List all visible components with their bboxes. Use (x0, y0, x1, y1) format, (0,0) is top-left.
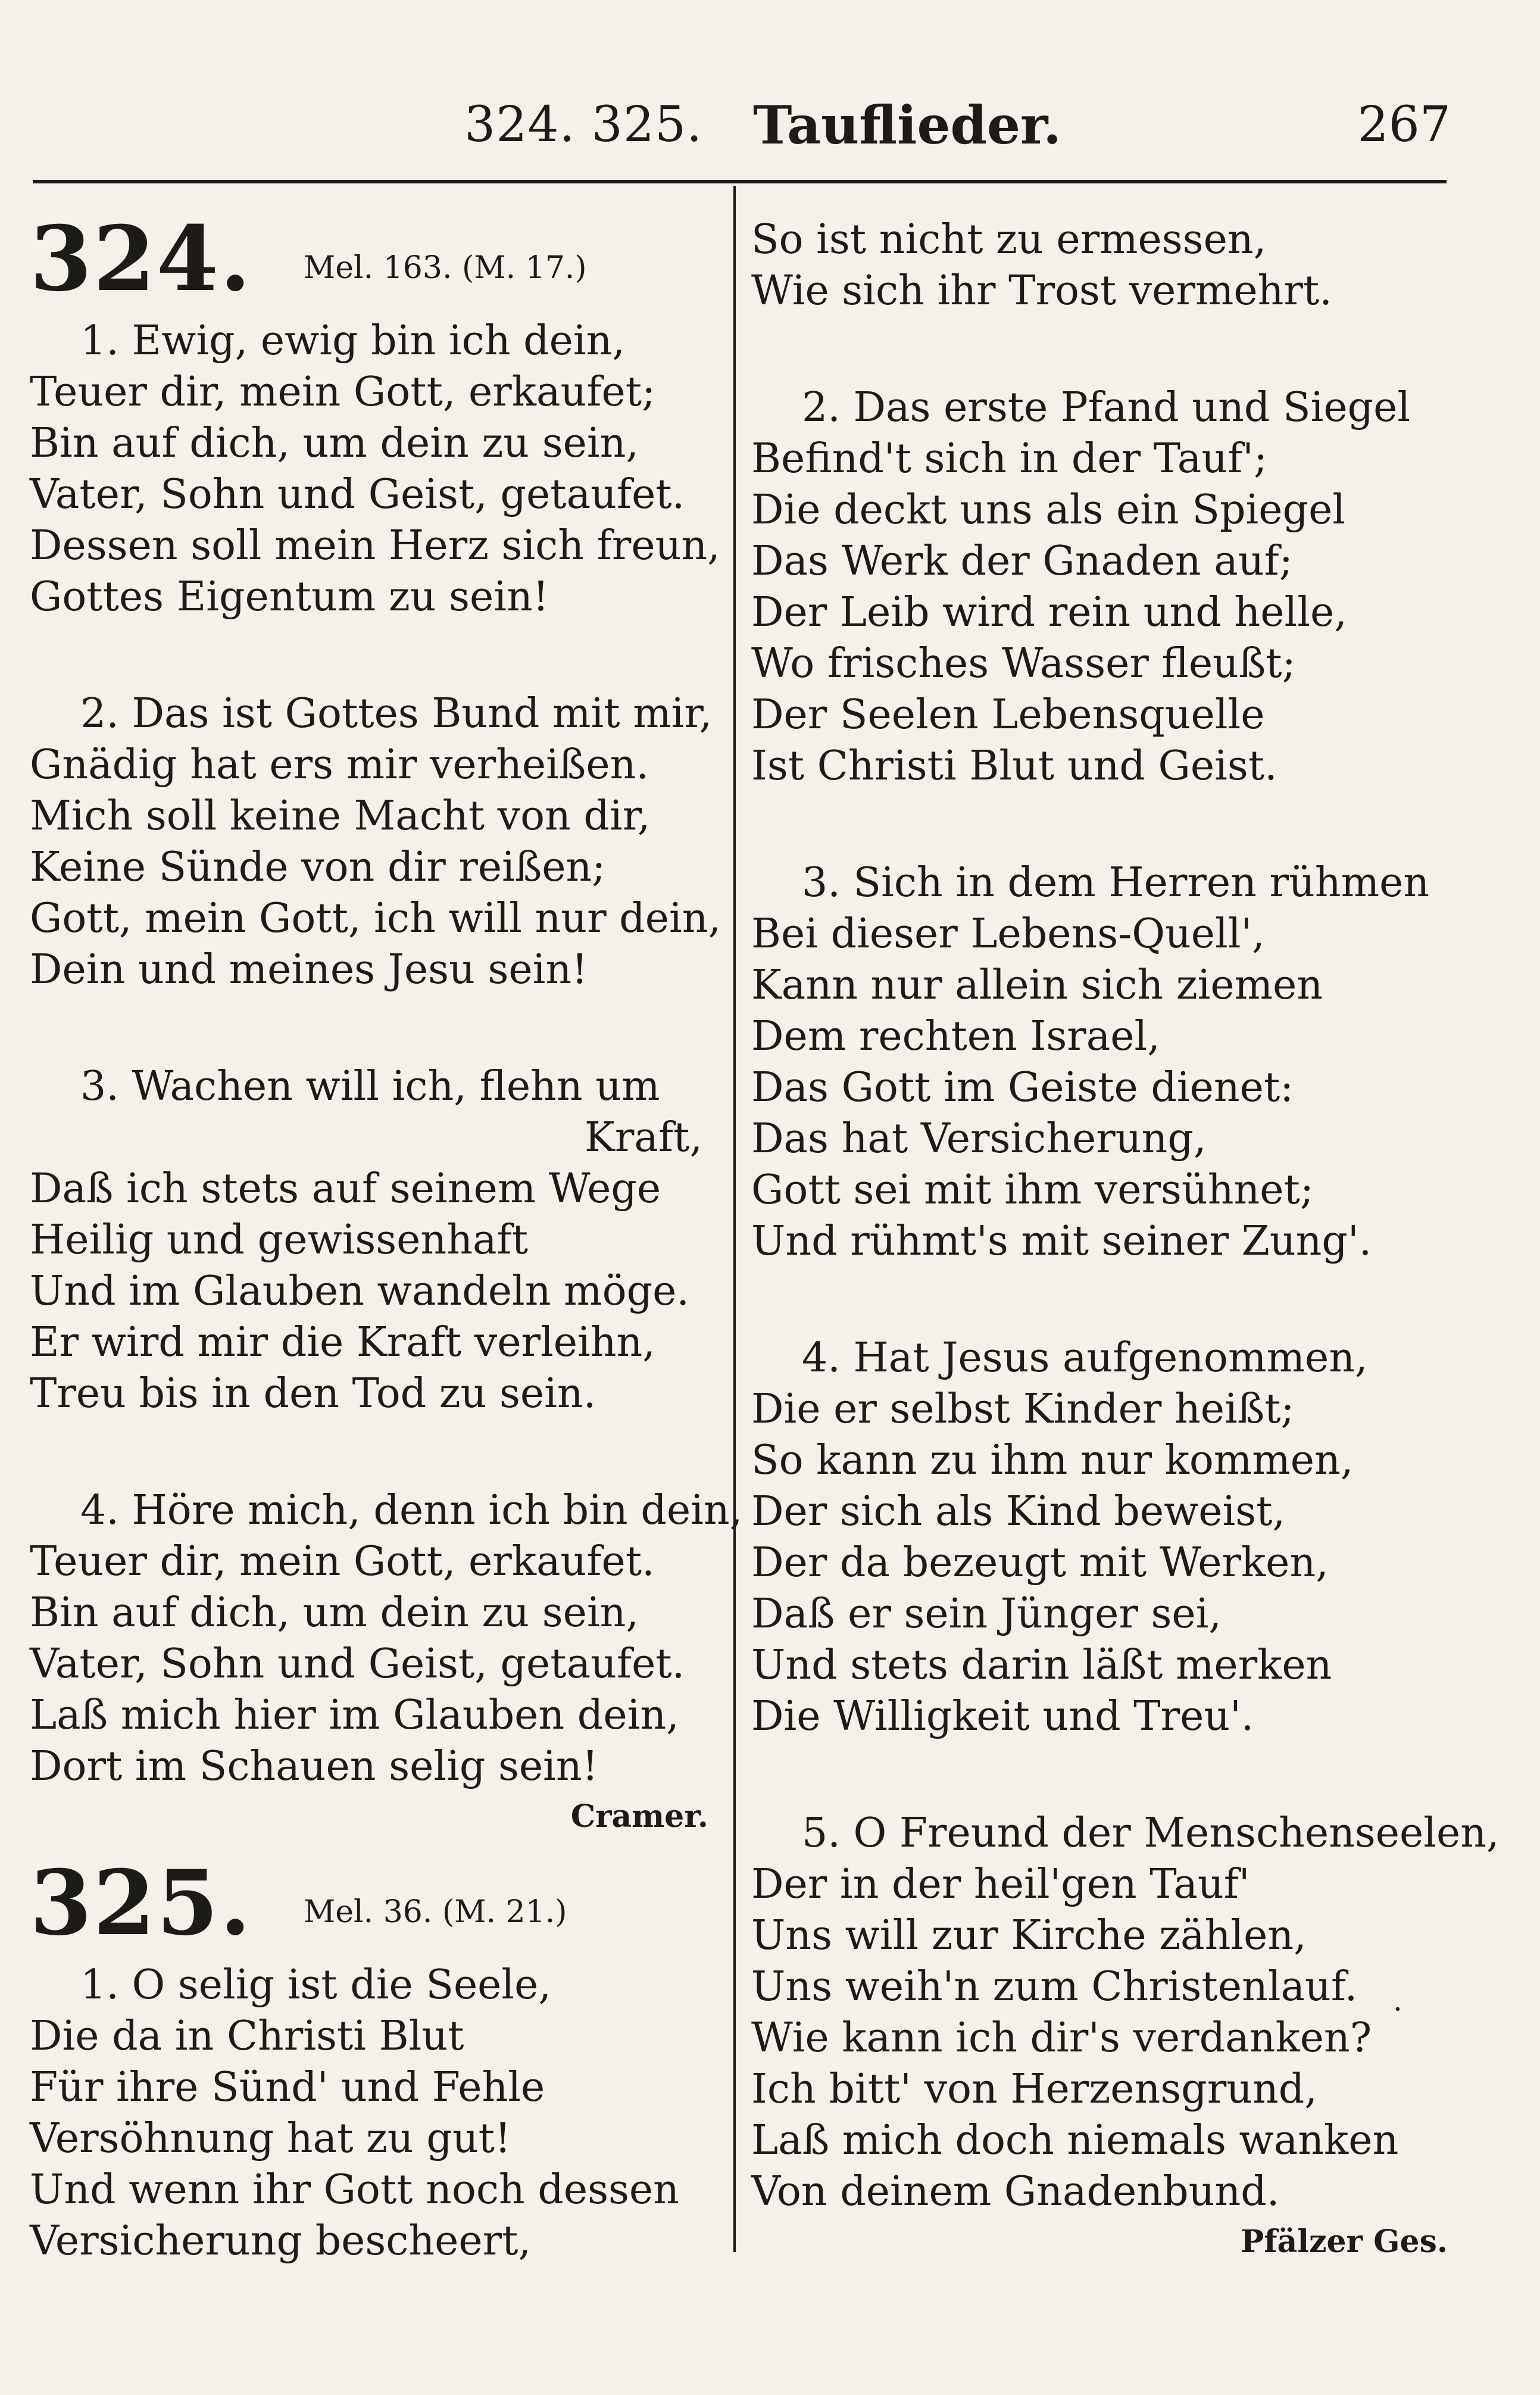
verse-line: Teuer dir, mein Gott, erkaufet. (30, 1538, 655, 1585)
verse-line: Der da bezeugt mit Werken, (751, 1539, 1329, 1586)
verse-line: Das Gott im Geiste dienet: (751, 1064, 1294, 1111)
verse-line: So kann zu ihm nur kommen, (751, 1437, 1354, 1484)
verse-line: Die da in Christi Blut (30, 2013, 464, 2060)
page-header (0, 89, 1540, 155)
verse-line: Befind't sich in der Tauf'; (751, 435, 1267, 482)
verse-line: Gott sei mit ihm versühnet; (751, 1167, 1314, 1214)
verse-line: Und rühmt's mit seiner Zung'. (751, 1218, 1372, 1265)
verse-line: Uns will zur Kirche zählen, (751, 1912, 1307, 1959)
stanza (751, 857, 1460, 1267)
verse-line: Ist Christi Blut und Geist. (751, 743, 1277, 790)
verse-line: Der Seelen Lebensquelle (751, 691, 1265, 738)
melody-reference: Mel. 163. (M. 17.) (304, 250, 587, 286)
verse-line: Gottes Eigentum zu sein! (30, 573, 549, 620)
hymn-number: 324. (30, 207, 252, 311)
header-rule (33, 180, 1447, 183)
stanza (30, 1061, 720, 1420)
stanza (30, 1485, 743, 1792)
verse-line: Die deckt uns als ein Spiegel (751, 487, 1346, 534)
verse-line: Der in der heil'gen Tauf' (751, 1861, 1250, 1908)
verse-line: Und im Glauben wandeln möge. (30, 1268, 689, 1315)
verse-line: Die Willigkeit und Treu'. (751, 1693, 1254, 1740)
hymn-author: Cramer. (570, 1798, 708, 1835)
hymn-325-heading (30, 1851, 720, 1960)
stanza (751, 382, 1460, 792)
verse-line: Bin auf dich, um dein zu sein, (30, 420, 639, 467)
verse-line: 3. Wachen will ich, flehn um (80, 1063, 660, 1110)
melody-reference: Mel. 36. (M. 21.) (304, 1894, 567, 1930)
verse-line: Kann nur allein sich ziemen (751, 962, 1323, 1009)
stanza (30, 688, 720, 996)
verse-line: 1. O selig ist die Seele, (80, 1961, 552, 2009)
verse-line: Wo frisches Wasser fleußt; (751, 640, 1296, 687)
verse-line: Der Leib wird rein und helle, (751, 589, 1347, 636)
right-column (751, 214, 1500, 2260)
verse-line: Ich bitt' von Herzensgrund, (751, 2066, 1317, 2113)
verse-line: Keine Sünde von dir reißen; (30, 844, 606, 891)
verse-line: Teuer dir, mein Gott, erkaufet; (30, 369, 655, 416)
verse-line: Der sich als Kind beweist, (751, 1488, 1286, 1535)
header-hymn-numbers: 324. 325. (464, 96, 703, 153)
stanza (30, 1960, 720, 2267)
verse-line: Dem rechten Israel, (751, 1013, 1160, 1060)
verse-line: 3. Sich in dem Herren rühmen (802, 859, 1430, 906)
hymn-324-heading (30, 207, 720, 316)
verse-line: Die er selbst Kinder heißt; (751, 1386, 1295, 1433)
verse-line: Wie kann ich dir's verdanken? (751, 2014, 1372, 2062)
verse-line: Er wird mir die Kraft verleihn, (30, 1319, 655, 1366)
hymn-author: Pfälzer Ges. (1241, 2224, 1448, 2260)
verse-line: Wie sich ihr Trost vermehrt. (751, 267, 1332, 314)
verse-line: Mich soll keine Macht von dir, (30, 793, 651, 840)
left-column (30, 207, 743, 2267)
verse-line: Uns weih'n zum Christenlauf. (751, 1963, 1358, 2010)
verse-line: Dessen soll mein Herz sich freun, (30, 522, 720, 569)
verse-line: Und stets darin läßt merken (751, 1642, 1332, 1689)
verse-line: 2. Das ist Gottes Bund mit mir, (80, 690, 713, 737)
verse-line: Für ihre Sünd' und Fehle (30, 2064, 545, 2111)
verse-line: 2. Das erste Pfand und Siegel (802, 384, 1411, 431)
verse-line: Von deinem Gnadenbund. (751, 2168, 1280, 2215)
stray-mark-dot: · (1393, 1992, 1402, 2026)
verse-line: Und wenn ihr Gott noch dessen (30, 2166, 679, 2213)
verse-line: Dein und meines Jesu sein! (30, 946, 588, 993)
verse-line: 4. Hat Jesus aufgenommen, (802, 1334, 1368, 1382)
verse-line: Heilig und gewissenhaft (30, 1217, 529, 1264)
verse-line: So ist nicht zu ermessen, (751, 216, 1267, 263)
verse-line: Laß mich doch niemals wanken (751, 2117, 1399, 2164)
verse-line: Vater, Sohn und Geist, getaufet. (30, 471, 685, 518)
verse-line: Dort im Schauen selig sein! (30, 1743, 598, 1790)
verse-line: Daß er sein Jünger sei, (751, 1591, 1222, 1638)
verse-line: Gnädig hat ers mir verheißen. (30, 741, 649, 788)
verse-line: Vater, Sohn und Geist, getaufet. (30, 1641, 685, 1688)
stanza (751, 1808, 1500, 2218)
verse-line: Gott, mein Gott, ich will nur dein, (30, 895, 721, 942)
verse-line: Treu bis in den Tod zu sein. (30, 1370, 596, 1417)
verse-line: Versicherung bescheert, (30, 2218, 532, 2265)
verse-line: Laß mich hier im Glauben dein, (30, 1692, 679, 1739)
verse-line: 5. O Freund der Menschenseelen, (802, 1810, 1500, 1857)
verse-line-continuation: Kraft, (585, 1114, 702, 1161)
hymn-number: 325. (30, 1851, 252, 1956)
verse-line: Das Werk der Gnaden auf; (751, 538, 1293, 585)
verse-line: Das hat Versicherung, (751, 1115, 1207, 1162)
verse-line: 4. Höre mich, denn ich bin dein, (80, 1487, 743, 1534)
header-section-title: Tauflieder. (753, 94, 1061, 156)
column-divider (733, 186, 736, 2252)
stanza-continuation (751, 214, 1460, 317)
page-number: 267 (1357, 96, 1451, 153)
stanza (751, 1333, 1460, 1742)
verse-line: 1. Ewig, ewig bin ich dein, (80, 317, 626, 364)
verse-line: Bei dieser Lebens-Quell', (751, 910, 1265, 958)
verse-line: Versöhnung hat zu gut! (30, 2115, 511, 2162)
stanza (30, 316, 720, 623)
verse-line: Daß ich stets auf seinem Wege (30, 1165, 661, 1212)
verse-line: Bin auf dich, um dein zu sein, (30, 1589, 639, 1636)
